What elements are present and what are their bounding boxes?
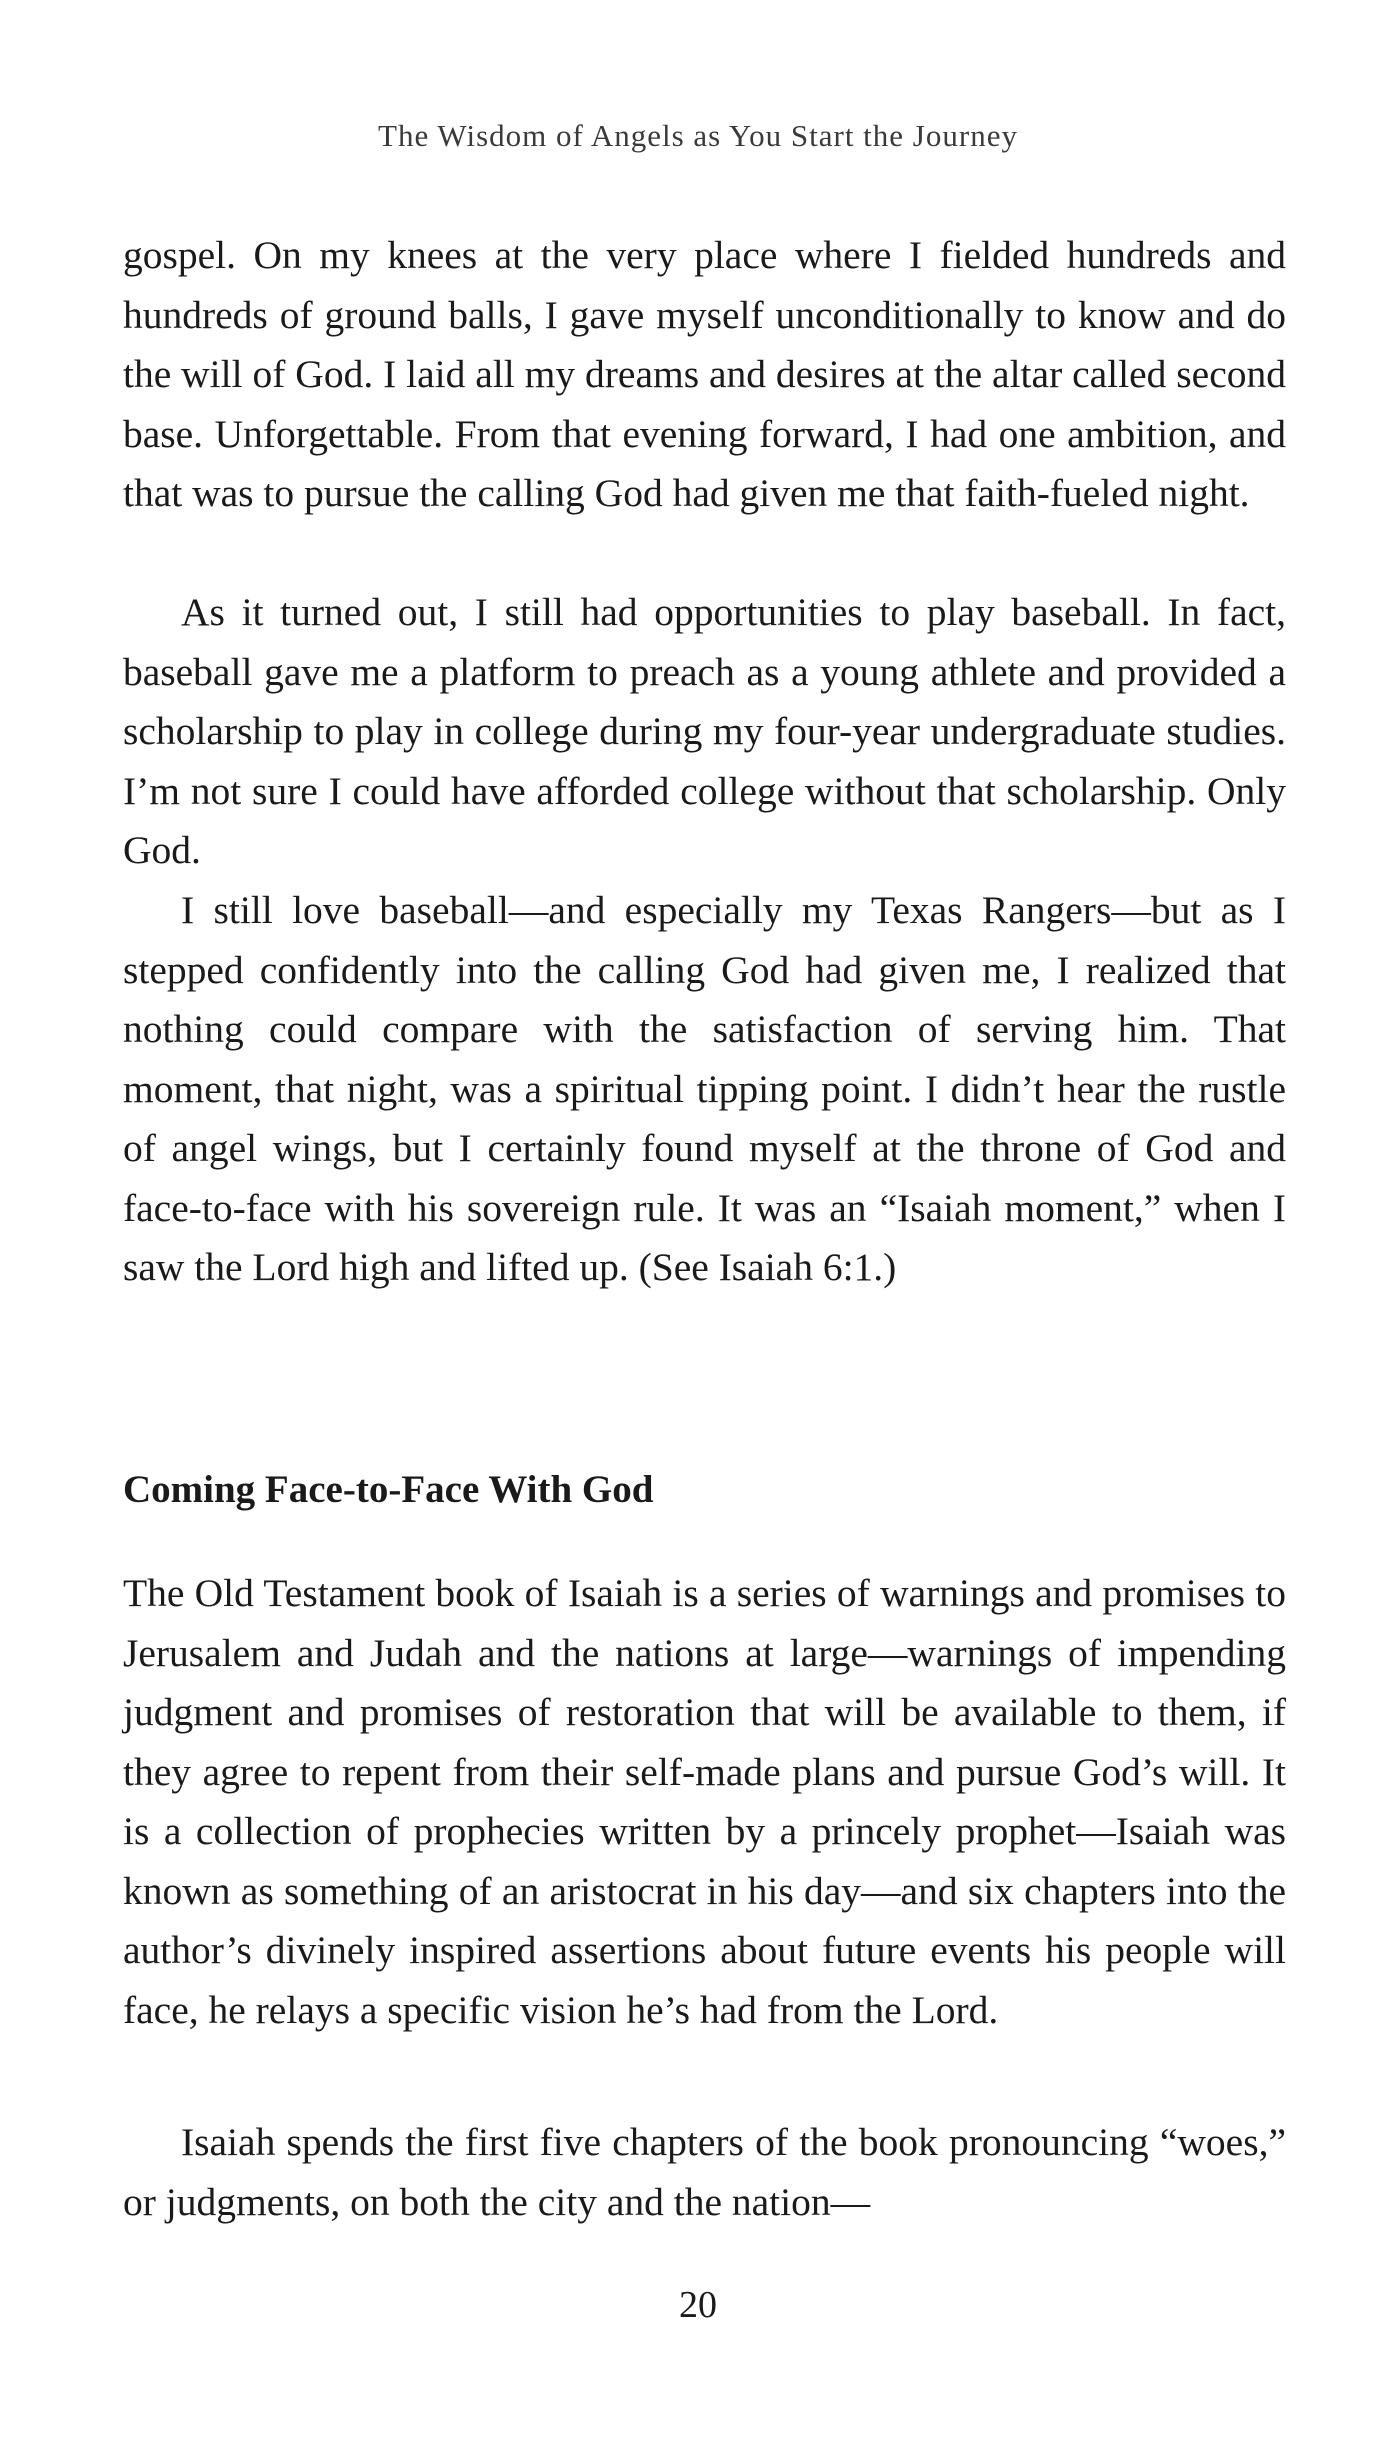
body-paragraph-1: gospel. On my knees at the very place where I fielded hundreds and hundreds of ground balls, I gave myself unconditionally to know and do the will of God. I laid all my dreams and desires at the altar called second base. Unforgettable. From that evening forward, I had one ambition, and that was to pursue the calling God had given me that faith-fueled night. [123, 233, 1286, 515]
body-paragraph-5: Isaiah spends the first five chapters of the book pronouncing “woes,” or judgments, on both the city and the nation— [123, 2120, 1286, 2224]
body-paragraph-3: I still love baseball—and especially my Texas Rangers—but as I stepped confidently into the calling God had given me, I realized that nothing could compare with the satisfaction of serving him. That moment, that night, was a spiritual tipping point. I didn’t hear the rustle of angel wings, but I certainly found myself at the throne of God and face-to-face with his sovereign rule. It was an “Isaiah moment,” when I saw the Lord high and lifted up. (See Isaiah 6:1.) [123, 888, 1286, 1289]
body-paragraph-2: As it turned out, I still had opportunities to play baseball. In fact, baseball gave me a platform to preach as a young athlete and provided a scholarship to play in college during my four-year undergraduate studies. I’m not sure I could have afforded college without that scholarship. Only God. [123, 590, 1286, 872]
page-number: 20 [679, 2284, 717, 2326]
body-paragraph-4: The Old Testament book of Isaiah is a series of warnings and promises to Jerusalem and Judah and the nations at large—warnings of impending judgment and promises of restoration that will be available to them, if they agree to repent from their self-made plans and pursue God’s will. It is a collection of prophecies written by a princely prophet—Isaiah was known as something of an aristocrat in his day—and six chapters into the author’s divinely inspired assertions about future events his people will face, he relays a specific vision he’s had from the Lord. [123, 1571, 1286, 2032]
running-header: The Wisdom of Angels as You Start the Journey [378, 118, 1018, 153]
section-heading: Coming Face-to-Face With God [123, 1468, 654, 1511]
